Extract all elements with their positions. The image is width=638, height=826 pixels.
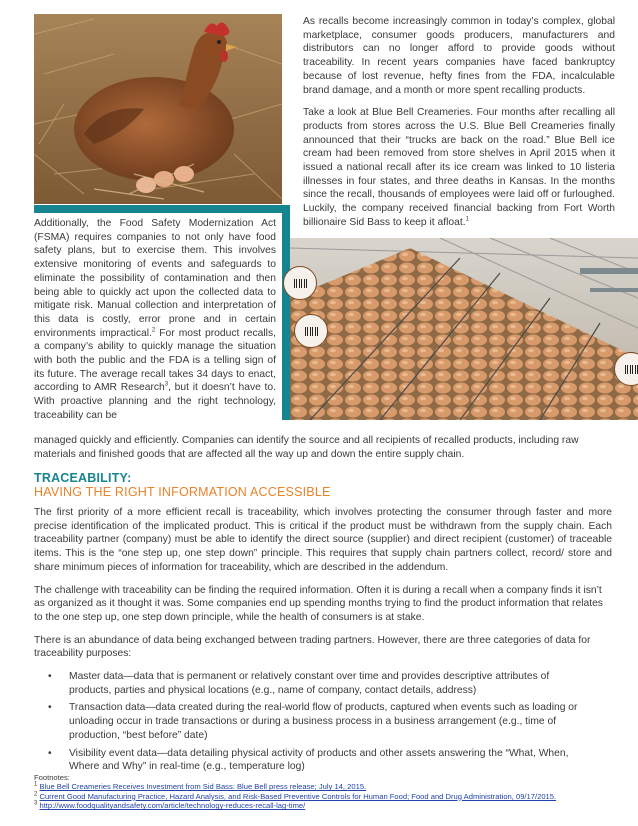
heading-traceability: TRACEABILITY:	[34, 471, 132, 485]
continuation-paragraph: managed quickly and efficiently. Companies can identify the source and all recipients of recalled products, including raw materials and finished goods that are affected all the way up and down the entire supply chain.	[34, 435, 579, 460]
footnote-num: 1	[34, 781, 38, 788]
footnote-ref-3: 3	[164, 382, 169, 389]
egg-conveyor-photo	[290, 238, 638, 420]
hen-on-straw-image	[34, 14, 282, 204]
footnote-num: 2	[34, 791, 38, 798]
hen-photo	[34, 14, 282, 204]
teal-frame-left	[34, 205, 282, 213]
footnote-link-1[interactable]: Blue Bell Creameries Receives Investment from Sid Bass: Blue Bell press release; July 14, 2015.	[39, 782, 367, 792]
egg-barcode-icon	[283, 266, 317, 300]
section-body	[34, 506, 612, 778]
fsma-text-a: Additionally, the Food Safety Modernization Act (FSMA) requires companies to not only have food safety plans, but to exercise them. This involves extensive monitoring of events and safeguards to eliminate the possibility of contamination and then being able to quickly act upon the collected data to mitigate risk. Manual collection and interpretation of this data is costly, error prone and in certain environments impractical.	[34, 218, 276, 339]
footnote-1	[34, 782, 612, 791]
section-paragraph-3: There is an abundance of data being exchanged between trading partners. However, there are three categories of data for traceability purposes:	[34, 634, 591, 660]
left-column-text	[34, 217, 276, 423]
list-item: • Visibility event data—data detailing physical activity of products and other assets answering the “What, When, Where and Why” in real-time (e.g., temperature log)	[48, 747, 588, 774]
footnotes-title: Footnotes:	[34, 773, 70, 782]
footnotes	[34, 773, 612, 811]
list-item: • Master data—data that is permanent or relatively constant over time and provides descriptive attributes of products, parties and physical locations (e.g., name of company, contact details, address)	[48, 670, 588, 697]
section-paragraph-1: The first priority of a more efficient recall is traceability, which involves protecting the consumer through faster and more precise identification of the implicated product. This is critical if the product must be withdrawn from the supply chain. Each traceability partner (company) must be able to identify the direct source (supplier) and direct recipient (customer) of traceable items. This is the “one step up, one step down” principle. This requires that supply chain partners collect, record/ store and share minimum pieces of information for traceability, which are described in the addendum.	[34, 507, 612, 573]
egg-conveyor-image	[290, 238, 638, 420]
fsma-paragraph	[34, 217, 276, 423]
fsma-text-b: For most product recalls, a company’s ability to quickly manage the situation with both the public and the FDA is a telling sign of its future. The average recall takes 34 days to enact, according to AMR Research	[34, 327, 276, 394]
intro-paragraph-2-text: Take a look at Blue Bell Creameries. Four months after recalling all products from stores across the U.S. Blue Bell Creameries finally announced that their “trucks are back on the road.” Blue Bell ice cream had been removed from store shelves in April 2015 when it issued a national recall after its ice cream was linked to 10 listeria illnesses in four states, and three deaths in Kansas. In the months since the recall, thousands of employees were laid off or furloughed. Luckily, the company received financial backing from Fort Worth billionaire Sid Bass to keep it afloat.	[303, 107, 615, 228]
egg-barcode-icon	[294, 314, 328, 348]
continuation-text	[34, 434, 612, 461]
section-heading	[34, 471, 612, 499]
footnote-ref-1: 1	[465, 216, 469, 223]
footnote-3	[34, 801, 612, 810]
data-categories-list	[48, 670, 588, 774]
section-paragraph-2: The challenge with traceability can be finding the required information. Often it is during a recall when a company finds it isn’t as organized as it thought it was. Some companies end up spending months trying to find the product information that relates to the one step up, one step down principle, while the health of consumers is at stake.	[34, 584, 603, 623]
footnote-2	[34, 792, 612, 801]
list-item: • Transaction data—data created during the real-world flow of products, captured when events such as loading or unloading occur in trade transactions or during a business process in a business arrangement (e.g., time of production, “best before” date)	[48, 701, 588, 742]
fsma-text-c: , but it doesn’t have to. With proactive planning and the right technology, traceability can be	[34, 382, 276, 421]
intro-text	[303, 15, 615, 230]
heading-subtitle: HAVING THE RIGHT INFORMATION ACCESSIBLE	[34, 485, 331, 499]
intro-paragraph-1: As recalls become increasingly common in today’s complex, global marketplace, consumer goods producers, manufacturers and distributors can no longer afford to provide goods without traceability. In recent years companies have faced bankruptcy because of lost revenue, hefty fines from the FDA, incalculable brand damage, and a month or more spent recalling products.	[303, 16, 615, 96]
footnote-link-2[interactable]: Current Good Manufacturing Practice, Hazard Analysis, and Risk-Based Preventive Controls for Human Food; Food and Drug Administration, 09/17/2015.	[39, 791, 557, 801]
footnote-link-3[interactable]: http://www.foodqualityandsafety.com/article/technology-reduces-recall-lag-time/	[39, 801, 306, 811]
footnote-ref-2: 2	[151, 327, 156, 334]
intro-paragraph-2	[303, 106, 615, 229]
footnote-num: 3	[34, 800, 38, 807]
